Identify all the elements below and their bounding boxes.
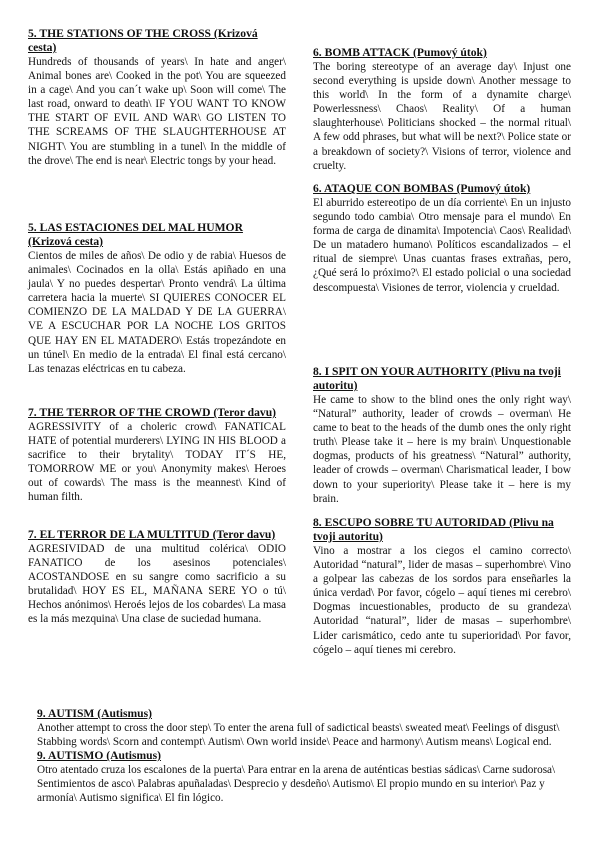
section-9-english	[37, 707, 571, 749]
section-8-spanish	[313, 516, 571, 657]
section-8-spanish-lyrics: Vino a mostrar a los ciegos el camino correcto\ Autoridad “natural”, lider de masas – superhombre\ Vino a golpear las cabezas de los sordos para enseñarles la única verdad\ Por favor, cógelo – aquí tienes mi cerebro\ Dogmas incuestionables, producto de su grandeza\ Autoridad “natural”, lider de masas – superhombre\ Lider carismático, cedo ante tu superioridad\ Por favor, cógelo – aquí tienes mi cerebro.	[313, 545, 571, 656]
section-5-spanish	[28, 221, 286, 376]
section-5-english-title: 5. THE STATIONS OF THE CROSS (Krizová cesta)	[28, 27, 258, 54]
section-8-english-title: 8. I SPIT ON YOUR AUTHORITY (Plivu na tvoji autoritu)	[313, 365, 561, 392]
section-8-spanish-title: 8. ESCUPO SOBRE TU AUTORIDAD (Plivu na tvoji autoritu)	[313, 516, 554, 543]
section-7-english	[28, 406, 286, 505]
section-8-english	[313, 365, 571, 506]
section-7-spanish	[28, 528, 286, 627]
section-5-spanish-title: 5. LAS ESTACIONES DEL MAL HUMOR (Krizová cesta)	[28, 221, 243, 248]
section-6-spanish-title: 6. ATAQUE CON BOMBAS (Pumový útok)	[313, 182, 531, 195]
section-7-spanish-lyrics: AGRESIVIDAD de una multitud colérica\ ODIO FANATICO de los asesinos potenciales\ ACOSTANDOSE en su sangre como sacrificio a su brutalidad\ HOY ES EL, MAÑANA SERE YO o tú\ Hechos anónimos\ Heroés lejos de los cobardes\ La masa es la más mezquina\ Una clase de suciedad humana.	[28, 543, 286, 626]
section-7-english-lyrics: AGRESSIVITY of a choleric crowd\ FANATICAL HATE of potential murderers\ LYING IN HIS BLOOD a sacrifice to their brytality\ TODAY IT´S HE, TOMORROW ME or you\ Anonymity makes\ Heroes out of cowards\ The mass is the meannest\ Kind of human filth.	[28, 421, 286, 504]
section-6-english-lyrics: The boring stereotype of an average day\ Injust one second everything is upside down\ Another message to this world\ In the form of a dynamite charge\ Powerlessness\ Chaos\ Reality\ Of a human slaughterhouse\ Politicians shocked – the normal ritual\ A few odd phrases, but what will be next?\ Police state or a breakdown of society?\ Visions of terror, violence and cruelty.	[313, 61, 571, 172]
section-9-spanish	[37, 749, 571, 805]
section-5-spanish-lyrics: Cientos de miles de años\ De odio y de rabia\ Huesos de animales\ Cocinados en la olla\ Estás apiñado en una jaula\ Y no puedes despertar\ Pronto vendrá\ La última carretera hacia la muerte\ SI QUIERES CONOCER EL COMIENZO DE LA MALDAD Y DE LA GUERRA\ VE A ESCUCHAR POR LA NOCHE LOS GRITOS QUE HAY EN EL MATADERO\ Estás tropezándote en un túnel\ En medio de la entrada\ El final está cercano\ Las tenazas eléctricas en tu cabeza.	[28, 250, 286, 375]
section-5-english	[28, 27, 286, 168]
bottom-section	[37, 707, 571, 805]
section-5-english-lyrics: Hundreds of thousands of years\ In hate and anger\ Animal bones are\ Cooked in the pot\ You are squeezed in a cage\ And you can´t wake up\ Soon will come\ The last road, onward to death\ IF YOU WANT TO KNOW THE START OF EVIL AND WAR\ GO LISTEN TO THE SCREAMS OF THE SLAUGHTERHOUSE AT NIGHT\ You are stumbling in a tunel\ In the middle of the drove\ The end is near\ Electric tongs by your head.	[28, 56, 286, 167]
section-8-english-lyrics: He came to show to the blind ones the only right way\ “Natural” authority, leader of crowds – overman\ He came to beat to the heads of the dumb ones the only right truth\ Please take it – here is my brain\ Unquestionable dogmas, products of his greatness\ “Natural” authority, leader of crowds – overman\ Charismatical leader, I bow down to your superiority\ Please take it – here is my brain.	[313, 394, 571, 505]
section-7-english-title: 7. THE TERROR OF THE CROWD (Teror davu)	[28, 406, 277, 419]
section-7-spanish-title: 7. EL TERROR DE LA MULTITUD (Teror davu)	[28, 528, 276, 541]
section-9-english-title: 9. AUTISM (Autismus)	[37, 707, 152, 720]
section-6-spanish	[313, 182, 571, 295]
section-9-spanish-title: 9. AUTISMO (Autismus)	[37, 749, 162, 763]
section-9-spanish-lyrics: Otro atentado cruza los escalones de la puerta\ Para entrar en la arena de auténticas bestias sádicas\ Carne sudorosa\ Sentimientos de asco\ Palabras apuñaladas\ Desprecio y desdeño\ Autismo\ El propio mundo en su interior\ Paz y armonía\ Autismo significa\ El fin lógico.	[37, 764, 556, 805]
section-6-spanish-lyrics: El aburrido estereotipo de un día corriente\ En un injusto segundo todo cambia\ Otro mensaje para el mundo\ En forma de carga de dinamita\ Impotencia\ Caos\ Realidad\ De un matadero humano\ Políticos escandalizados – el ritual de siempre\ Unas cuantas frases extrañas, pero, ¿Qué será lo próximo?\ El estado policial o una sociedad descompuesta\ Visiones de terror, violencia y crueldad.	[313, 197, 571, 294]
section-6-english-title: 6. BOMB ATTACK (Pumový útok)	[313, 46, 487, 59]
section-9-english-lyrics: Another attempt to cross the door step\ To enter the arena full of sadictical beasts\ sweated meat\ Feelings of disgust\ Stabbing words\ Scorn and contempt\ Autism\ Own world inside\ Peace and harmony\ Autism means\ Logical end.	[37, 722, 560, 749]
section-6-english	[313, 46, 571, 173]
